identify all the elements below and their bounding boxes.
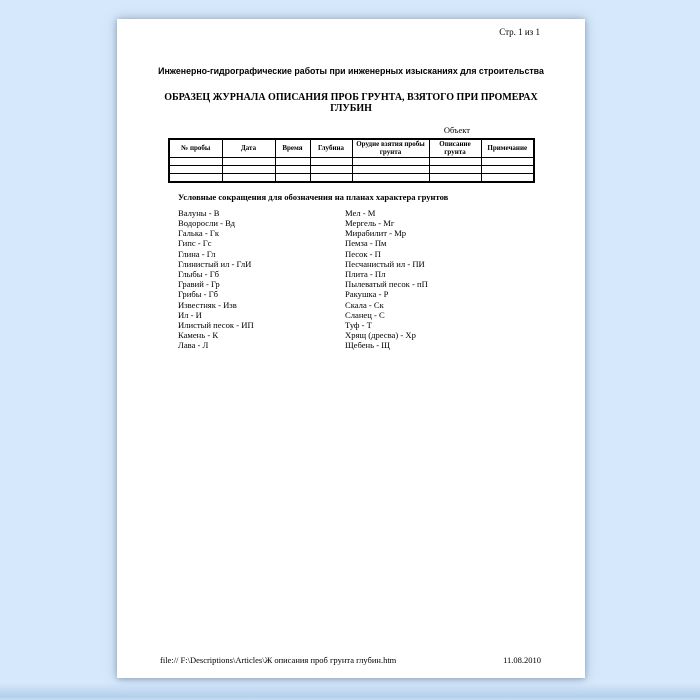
abbreviation-item: Гравий - Гр [178,279,220,290]
table-empty-cell [169,174,222,182]
table-empty-cell [481,166,534,174]
abbreviation-item: Водоросли - Вд [178,217,236,228]
table-empty-cell [352,158,429,166]
abbreviation-item: Щебень - Щ [345,340,390,351]
page-footer [160,655,541,665]
table-empty-row [169,174,534,182]
abbreviation-item: Галька - Гк [178,228,220,239]
abbreviation-item: Плита - Пл [345,268,386,279]
table-empty-cell [429,174,481,182]
abbreviation-item: Ракушка - Р [345,289,389,300]
document-title-line-1: ОБРАЗЕЦ ЖУРНАЛА ОПИСАНИЯ ПРОБ ГРУНТА, ВЗЯТОГО ПРИ ПРОМЕРАХ [164,92,538,103]
table-empty-cell [429,166,481,174]
abbreviation-item: Глинистый ил - ГлИ [178,258,252,269]
sample-table-body [169,158,534,182]
document-title-line-2: ГЛУБИН [330,102,372,114]
table-header-cell-time: Время [275,139,310,158]
table-empty-cell [222,174,275,182]
abbreviation-item: Мел - М [345,207,376,218]
page-indicator: Стр. 1 из 1 [499,27,540,37]
abbreviation-item: Пемза - Пм [345,238,387,249]
abbreviation-item: Скала - Ск [345,299,384,310]
abbreviation-item: Грибы - Гб [178,289,218,300]
table-header-cell-date: Дата [222,139,275,158]
abbreviation-item: Глыбы - Гб [178,268,220,279]
table-empty-row [169,158,534,166]
table-empty-cell [310,166,352,174]
abbreviations-left-column [178,208,345,351]
document-title [117,93,585,114]
table-empty-cell [222,166,275,174]
abbreviation-item: Камень - К [178,330,219,341]
table-empty-cell [222,158,275,166]
object-label: Объект [443,125,470,135]
table-empty-cell [275,174,310,182]
table-empty-cell [481,174,534,182]
abbreviation-item: Мирабилит - Мр [345,228,407,239]
document-page [117,19,585,678]
table-empty-cell [310,158,352,166]
table-empty-cell [169,166,222,174]
table-empty-cell [169,158,222,166]
abbreviations-heading: Условные сокращения для обозначения на планах характера грунтов [178,191,449,202]
table-empty-cell [352,174,429,182]
abbreviation-item: Сланец - С [345,309,385,320]
table-header-cell-note: Примечание [481,139,534,158]
document-content [117,125,585,351]
table-header-cell-sample-number: № пробы [169,139,222,158]
abbreviation-item: Глина - Гл [178,248,216,259]
sample-table-header [169,139,534,158]
abbreviation-item: Песчанистый ил - ПИ [345,258,425,269]
abbreviations-right-column [345,208,428,351]
abbreviation-item: Лава - Л [178,340,209,351]
document-subject: Инженерно-гидрографические работы при инженерных изысканиях для строительства [158,66,544,76]
table-empty-cell [429,158,481,166]
table-empty-cell [481,158,534,166]
table-header-cell-soil-description: Описание грунта [429,139,481,158]
table-header-cell-sampling-tool: Орудие взятия пробы грунта [352,139,429,158]
table-empty-row [169,166,534,174]
footer-date: 11.08.2010 [503,655,541,665]
abbreviation-item: Туф - Т [345,319,372,330]
abbreviation-item: Хрящ (дресва) - Хр [345,330,416,341]
abbreviation-item: Песок - П [345,248,381,259]
abbreviation-item: Илистый песок - ИП [178,319,254,330]
table-empty-cell [275,158,310,166]
background-bottom-gradient [0,683,700,700]
abbreviations-list [178,208,542,351]
table-header-row [169,139,534,158]
footer-file-path: file:// F:\Descriptions\Articles\Ж описания проб грунта глубин.htm [160,655,397,665]
soil-sample-table [168,138,535,183]
abbreviation-item: Пылеватый песок - пП [345,279,428,290]
abbreviation-item: Валуны - В [178,207,220,218]
abbreviation-item: Известняк - Изв [178,299,237,310]
table-header-cell-depth: Глубина [310,139,352,158]
abbreviation-item: Гипс - Гс [178,238,212,249]
abbreviation-item: Мергель - Мг [345,217,395,228]
table-empty-cell [352,166,429,174]
table-empty-cell [310,174,352,182]
abbreviation-item: Ил - И [178,309,202,320]
table-empty-cell [275,166,310,174]
